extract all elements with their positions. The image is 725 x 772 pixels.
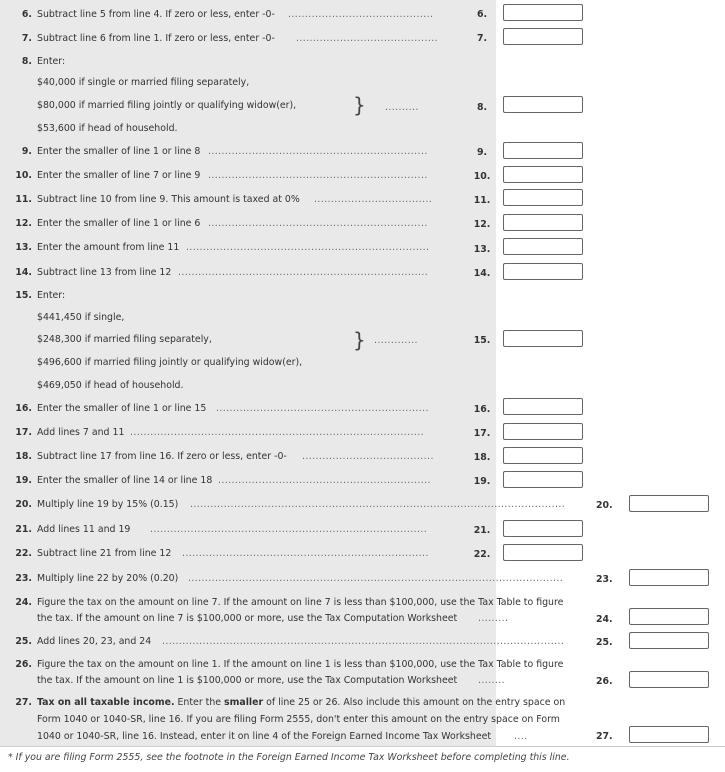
line-number: 14. <box>15 267 32 278</box>
line-number: 19. <box>15 475 32 486</box>
line-text: Subtract line 5 from line 4. If zero or less, enter -0- <box>37 9 275 20</box>
leader-dots: ........................................................................ <box>186 242 430 253</box>
leader-dots: ............................................................... <box>216 403 429 414</box>
leader-dots: ................................................................. <box>208 218 428 229</box>
right-brace-icon: } <box>353 93 366 117</box>
line-text: Multiply line 19 by 15% (0.15) <box>37 499 179 510</box>
line-19-ref: 19. <box>473 476 491 487</box>
leader-dots: ......................................................................... <box>182 548 429 559</box>
line-27-ref: 27. <box>596 731 613 742</box>
line-23-ref: 23. <box>596 574 613 585</box>
line-27-input[interactable] <box>629 726 709 743</box>
leader-dots: ....................................... <box>302 451 434 462</box>
line-26-ref: 26. <box>596 676 613 687</box>
line-27-smaller: smaller <box>224 697 264 708</box>
line-text: Subtract line 6 from line 1. If zero or less, enter -0- <box>37 33 275 44</box>
line-11-input[interactable] <box>503 189 583 206</box>
leader-dots: .......... <box>385 102 419 113</box>
line-11-ref: 11. <box>473 195 491 206</box>
line-19-input[interactable] <box>503 471 583 488</box>
line-9-ref: 9. <box>476 147 488 158</box>
line-18-ref: 18. <box>473 452 491 463</box>
line-17-ref: 17. <box>473 428 491 439</box>
line-number: 10. <box>15 170 32 181</box>
line-number: 15. <box>15 290 32 301</box>
line-20-ref: 20. <box>596 500 613 511</box>
line-24-input[interactable] <box>629 608 709 625</box>
line-text: Enter the smaller of line 1 or line 8 <box>37 146 201 157</box>
line-10-input[interactable] <box>503 166 583 183</box>
line-24-ref: 24. <box>596 614 613 625</box>
line-number: 8. <box>21 56 32 67</box>
line-text-1: Figure the tax on the amount on line 7. If the amount on line 7 is less than $100,000, use the Tax Table to figure <box>37 597 564 608</box>
line-14-ref: 14. <box>473 268 491 279</box>
line-7-ref: 7. <box>476 33 488 44</box>
leader-dots: .......................................................................... <box>178 267 429 278</box>
line-number: 13. <box>15 242 32 253</box>
line-15-ref: 15. <box>473 335 491 346</box>
line-26-text-2: the tax. If the amount on line 1 is $100,000 or more, use the Tax Computation Worksheet <box>37 675 458 686</box>
leader-dots: ............. <box>374 335 418 346</box>
line-number: 20. <box>15 499 32 510</box>
line-number: 27. <box>15 697 32 708</box>
line-9-input[interactable] <box>503 142 583 159</box>
line-8-option-single: $40,000 if single or married filing separately, <box>37 77 250 88</box>
leader-dots: .... <box>514 731 528 742</box>
line-number: 17. <box>15 427 32 438</box>
leader-dots: ........ <box>478 675 506 686</box>
line-text: Enter: <box>37 290 66 301</box>
line-27-bold-heading: Tax on all taxable income. <box>37 697 175 708</box>
line-8-option-joint: $80,000 if married filing jointly or qualifying widow(er), <box>37 100 297 111</box>
line-8-ref: 8. <box>476 102 488 113</box>
line-text: Add lines 11 and 19 <box>37 524 131 535</box>
line-27-text-3: 1040 or 1040-SR, line 16. Instead, enter it on line 4 of the Foreign Earned Income Tax Worksheet <box>37 731 492 742</box>
line-number: 25. <box>15 636 32 647</box>
leader-dots: ....................................................................................... <box>130 427 425 438</box>
line-15-option-hoh: $469,050 if head of household. <box>37 380 184 391</box>
line-16-input[interactable] <box>503 398 583 415</box>
line-13-ref: 13. <box>473 244 491 255</box>
line-14-input[interactable] <box>503 263 583 280</box>
line-27-text-2: Form 1040 or 1040-SR, line 16. If you are filing Form 2555, don't enter this amount on the entry space on Form <box>37 714 560 725</box>
leader-dots: ............................................................... <box>218 475 431 486</box>
divider <box>0 746 725 747</box>
leader-dots: ................................... <box>314 194 433 205</box>
line-25-ref: 25. <box>596 637 613 648</box>
line-text: Multiply line 22 by 20% (0.20) <box>37 573 179 584</box>
line-number: 12. <box>15 218 32 229</box>
footnote: * If you are filing Form 2555, see the footnote in the Foreign Earned Income Tax Worksheet before completing this line. <box>8 752 570 763</box>
leader-dots: .......................................... <box>296 33 438 44</box>
line-20-input[interactable] <box>629 495 709 512</box>
leader-dots: ........................................... <box>288 9 434 20</box>
line-22-input[interactable] <box>503 544 583 561</box>
line-number: 23. <box>15 573 32 584</box>
line-21-ref: 21. <box>473 525 491 536</box>
leader-dots: .................................................................................. <box>150 524 428 535</box>
line-12-input[interactable] <box>503 214 583 231</box>
line-18-input[interactable] <box>503 447 583 464</box>
leader-dots: ....................................................................................................................... <box>162 636 565 647</box>
line-number: 6. <box>21 9 32 20</box>
line-23-input[interactable] <box>629 569 709 586</box>
line-6-input[interactable] <box>503 4 583 21</box>
line-12-ref: 12. <box>473 219 491 230</box>
line-number: 18. <box>15 451 32 462</box>
leader-dots: ............................................................................................................... <box>188 573 564 584</box>
line-text: Enter: <box>37 56 66 67</box>
line-6-ref: 6. <box>476 9 488 20</box>
line-16-ref: 16. <box>473 404 491 415</box>
line-8-option-hoh: $53,600 if head of household. <box>37 123 178 134</box>
line-text: Enter the amount from line 11 <box>37 242 180 253</box>
leader-dots: ................................................................. <box>208 146 428 157</box>
line-13-input[interactable] <box>503 238 583 255</box>
line-24-text-2: the tax. If the amount on line 7 is $100,000 or more, use the Tax Computation Worksheet <box>37 613 458 624</box>
line-25-input[interactable] <box>629 632 709 649</box>
line-26-input[interactable] <box>629 671 709 688</box>
line-text: Subtract line 21 from line 12 <box>37 548 172 559</box>
line-text: Enter the smaller of line 14 or line 18 <box>37 475 213 486</box>
line-number: 24. <box>15 597 32 608</box>
line-10-ref: 10. <box>473 171 491 182</box>
line-22-ref: 22. <box>473 549 491 560</box>
line-text: Subtract line 10 from line 9. This amount is taxed at 0% <box>37 194 300 205</box>
line-number: 9. <box>21 146 32 157</box>
line-text: Subtract line 17 from line 16. If zero or less, enter -0- <box>37 451 287 462</box>
line-15-option-single: $441,450 if single, <box>37 312 125 323</box>
line-number: 21. <box>15 524 32 535</box>
line-15-option-joint: $496,600 if married filing jointly or qualifying widow(er), <box>37 357 303 368</box>
leader-dots: ............................................................................................................... <box>190 499 566 510</box>
line-number: 7. <box>21 33 32 44</box>
line-17-input[interactable] <box>503 423 583 440</box>
leader-dots: ......... <box>478 613 509 624</box>
leader-dots: ................................................................. <box>208 170 428 181</box>
line-text-1: Figure the tax on the amount on line 1. If the amount on line 1 is less than $100,000, use the Tax Table to figure <box>37 659 564 670</box>
line-number: 11. <box>15 194 32 205</box>
line-15-input[interactable] <box>503 330 583 347</box>
line-number: 22. <box>15 548 32 559</box>
line-text: Subtract line 13 from line 12 <box>37 267 172 278</box>
line-number: 16. <box>15 403 32 414</box>
line-text-1 <box>37 697 565 708</box>
line-27-text-1b: of line 25 or 26. Also include this amount on the entry space on <box>263 697 566 708</box>
line-text: Enter the smaller of line 7 or line 9 <box>37 170 201 181</box>
line-8-input[interactable] <box>503 96 583 113</box>
line-21-input[interactable] <box>503 520 583 537</box>
line-number: 26. <box>15 659 32 670</box>
line-text: Add lines 20, 23, and 24 <box>37 636 152 647</box>
right-brace-icon: } <box>353 328 366 352</box>
line-text: Enter the smaller of line 1 or line 6 <box>37 218 201 229</box>
line-27-text-1a: Enter the <box>174 697 225 708</box>
line-15-option-separate: $248,300 if married filing separately, <box>37 334 212 345</box>
line-text: Enter the smaller of line 1 or line 15 <box>37 403 207 414</box>
line-7-input[interactable] <box>503 28 583 45</box>
line-text: Add lines 7 and 11 <box>37 427 125 438</box>
